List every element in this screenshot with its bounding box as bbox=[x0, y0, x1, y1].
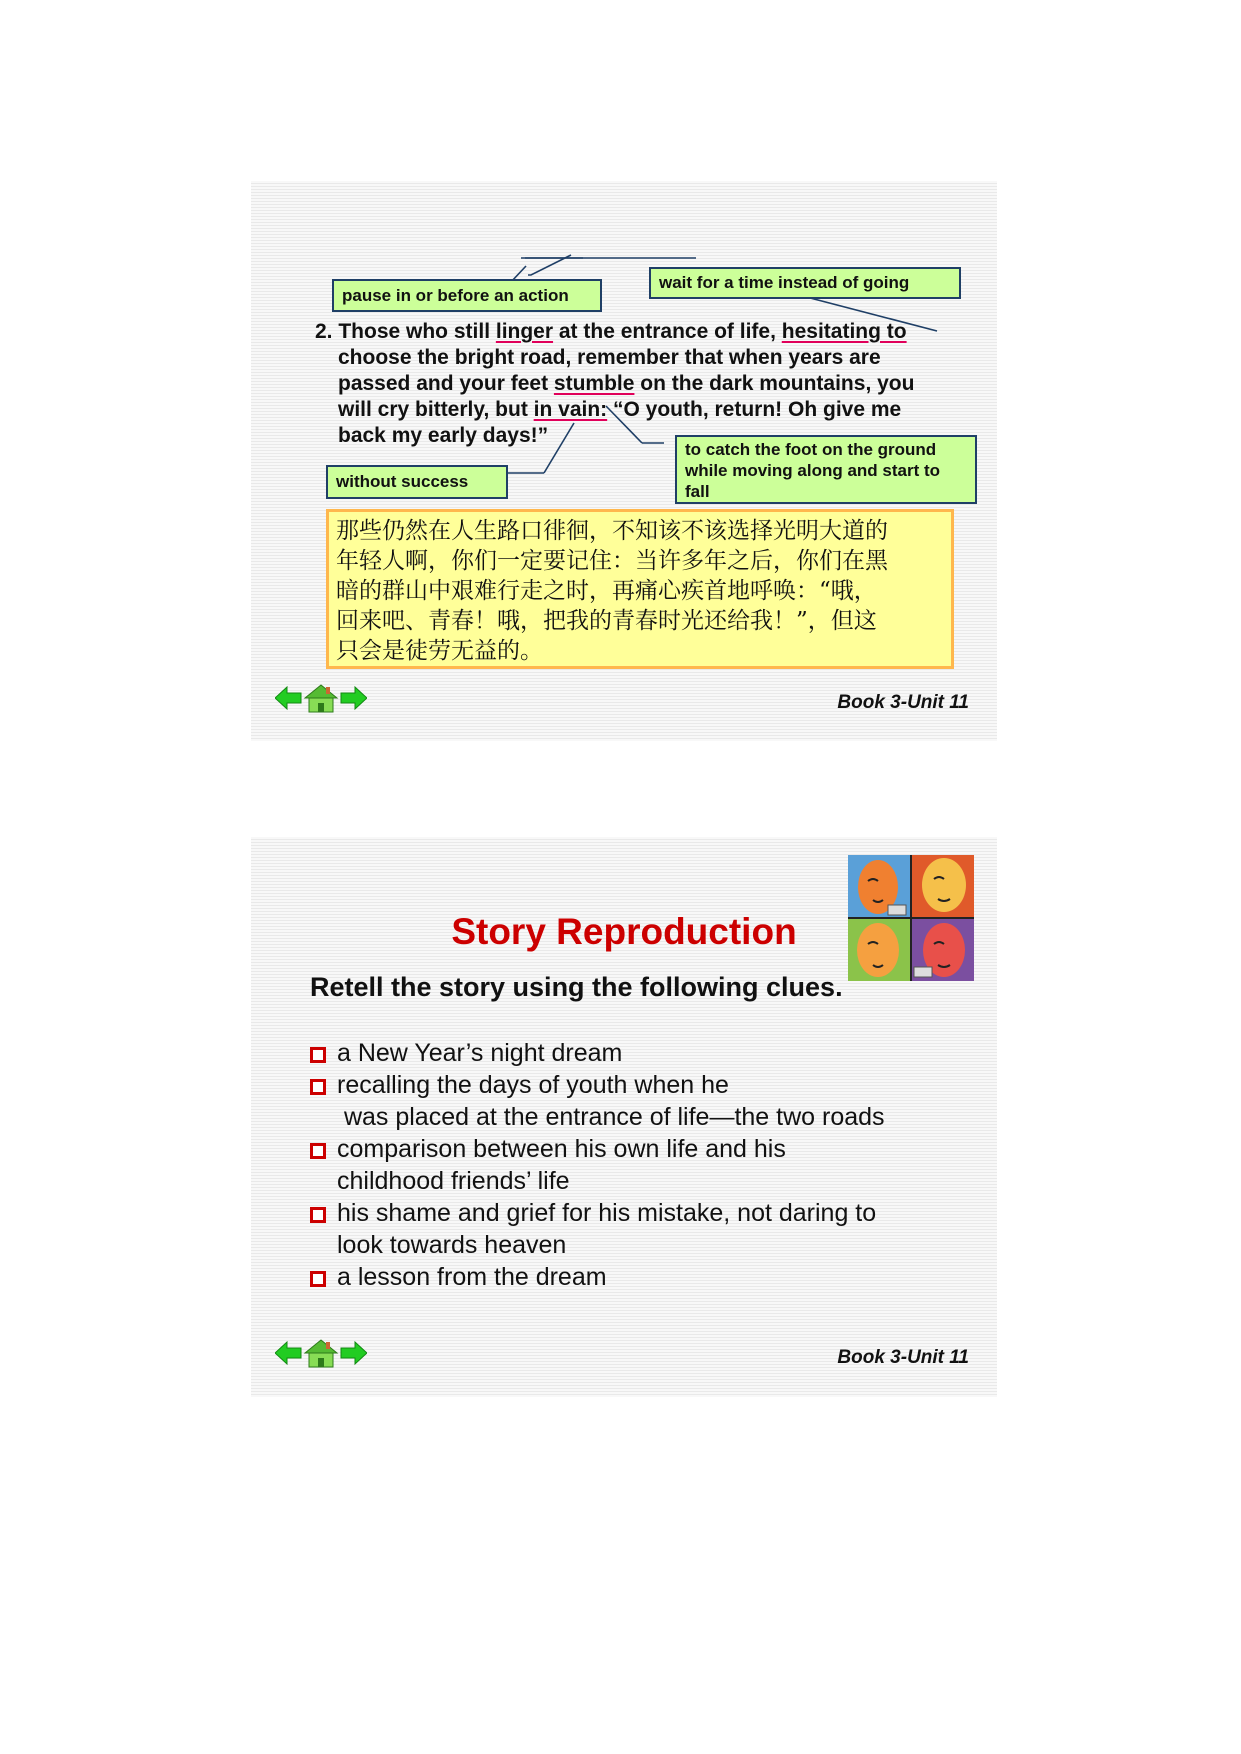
gloss-linger bbox=[332, 279, 602, 312]
clue-text: his shame and grief for his mistake, not daring to bbox=[337, 1199, 877, 1227]
translation-line: 只会是徒劳无益的。 bbox=[336, 638, 543, 664]
list-item bbox=[309, 1133, 969, 1197]
passage-line-2: choose the bright road, remember that when years are bbox=[338, 346, 881, 369]
list-item bbox=[309, 1069, 969, 1133]
translation-line: 暗的群山中艰难行走之时，再痛心疾首地呼唤：“哦， bbox=[336, 578, 877, 604]
clue-text-continued: childhood friends’ life bbox=[337, 1167, 570, 1195]
clue-text: a lesson from the dream bbox=[337, 1263, 607, 1291]
passage-text-run: passed and your feet bbox=[338, 372, 554, 395]
gloss-hesitate-text: wait for a time instead of going bbox=[659, 273, 910, 292]
clue-text: a New Year’s night dream bbox=[337, 1039, 623, 1067]
translation-line: 那些仍然在人生路口徘徊，不知该不该选择光明大道的 bbox=[336, 518, 888, 544]
arrow-left-icon[interactable] bbox=[275, 1342, 301, 1364]
passage-text bbox=[315, 319, 935, 449]
bullet-square-icon bbox=[310, 1079, 326, 1095]
word-hesitating-to: hesitating to bbox=[781, 320, 907, 343]
clue-text-continued: was placed at the entrance of life—the two roads bbox=[337, 1103, 885, 1131]
gloss-stumble-line-3: fall bbox=[685, 482, 710, 501]
passage-text-run: “O youth, return! Oh give me bbox=[607, 398, 902, 421]
arrow-right-icon[interactable] bbox=[341, 1342, 367, 1364]
gloss-stumble-line-1: to catch the foot on the ground bbox=[685, 440, 937, 459]
list-item bbox=[309, 1197, 969, 1261]
arrow-right-icon[interactable] bbox=[341, 687, 367, 709]
passage-line-3 bbox=[315, 371, 935, 397]
clue-text: recalling the days of youth when he bbox=[337, 1071, 729, 1099]
bullet-square-icon bbox=[310, 1207, 326, 1223]
word-in-vain: in vain: bbox=[533, 398, 608, 421]
gloss-hesitate bbox=[649, 267, 961, 299]
book-unit-label: Book 3-Unit 11 bbox=[837, 692, 969, 713]
gloss-in-vain bbox=[326, 465, 508, 499]
clue-text-continued: look towards heaven bbox=[337, 1231, 567, 1259]
slide-story-reproduction bbox=[251, 837, 997, 1397]
home-icon[interactable] bbox=[305, 685, 337, 712]
bullet-square-icon bbox=[310, 1271, 326, 1287]
bullet-square-icon bbox=[310, 1047, 326, 1063]
arrow-left-icon[interactable] bbox=[275, 687, 301, 709]
translation-line: 回来吧、青春！哦，把我的青春时光还给我！”，但这 bbox=[336, 608, 877, 634]
slide-navigation bbox=[275, 682, 367, 714]
slide-vocabulary bbox=[251, 181, 997, 741]
list-item bbox=[309, 1261, 969, 1293]
passage-text-run: will cry bitterly, but bbox=[338, 398, 534, 421]
slide-navigation bbox=[275, 1337, 367, 1369]
chinese-translation-box bbox=[326, 509, 954, 669]
home-icon[interactable] bbox=[305, 1340, 337, 1367]
word-linger: linger bbox=[495, 320, 554, 343]
slide-subtitle: Retell the story using the following clues. bbox=[310, 972, 843, 1002]
book-unit-label: Book 3-Unit 11 bbox=[837, 1347, 969, 1368]
passage-text-run: on the dark mountains, you bbox=[634, 372, 915, 395]
translation-line: 年轻人啊，你们一定要记住：当许多年之后，你们在黑 bbox=[336, 548, 888, 574]
gloss-linger-text: pause in or before an action bbox=[342, 286, 569, 305]
clue-list bbox=[309, 1037, 969, 1293]
word-stumble: stumble bbox=[553, 372, 635, 395]
bullet-square-icon bbox=[310, 1143, 326, 1159]
slide-title: Story Reproduction bbox=[451, 911, 797, 952]
gloss-stumble-line-2: while moving along and start to bbox=[685, 461, 941, 480]
list-item bbox=[309, 1037, 969, 1069]
clue-text: comparison between his own life and his bbox=[337, 1135, 786, 1163]
passage-text-run: at the entrance of life, bbox=[553, 320, 782, 343]
gloss-in-vain-text: without success bbox=[336, 472, 469, 491]
passage-line-5: back my early days!” bbox=[338, 424, 549, 447]
passage-line-1 bbox=[315, 319, 935, 345]
passage-line-4 bbox=[315, 397, 935, 423]
passage-text-run: 2. Those who still bbox=[315, 320, 496, 343]
